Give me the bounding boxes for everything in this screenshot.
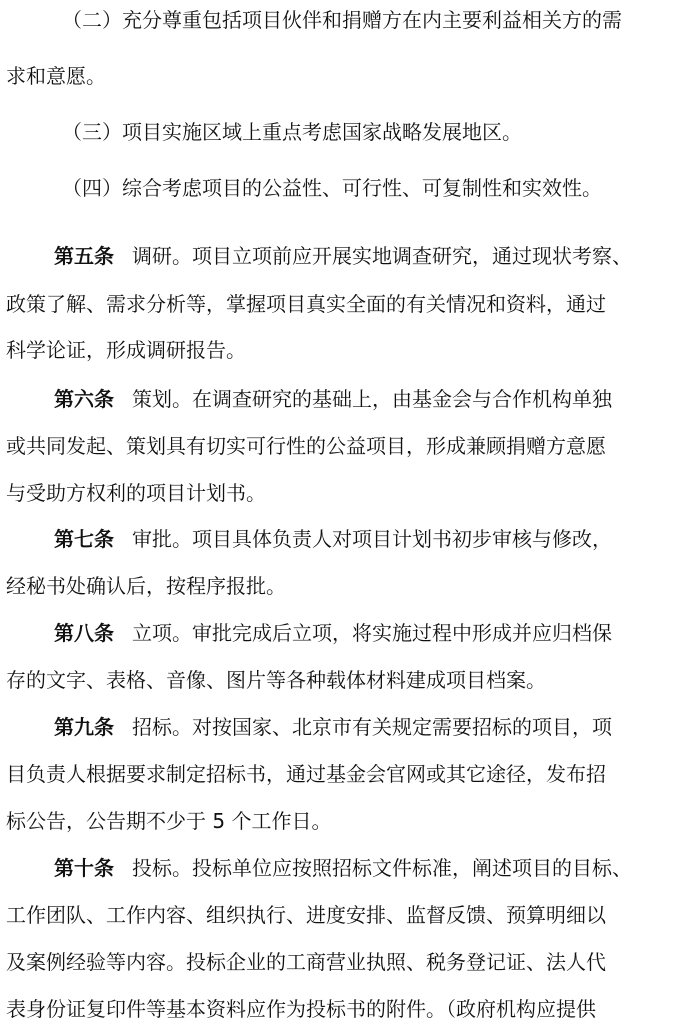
article-6-label: 第六条 — [54, 387, 114, 411]
article-10-line-3: 及案例经验等内容。投标企业的工商营业执照、税务登记证、法人代 — [6, 950, 606, 974]
article-9-line-3: 标公告，公告期不少于 5 个工作日。 — [6, 809, 332, 833]
article-10-label: 第十条 — [54, 856, 114, 880]
article-9-line-1 — [0, 711, 700, 743]
article-6-line-2: 或共同发起、策划具有切实可行性的公益项目，形成兼顾捐赠方意愿 — [6, 434, 606, 458]
article-7-label: 第七条 — [54, 527, 114, 551]
article-10-line-1 — [0, 852, 700, 884]
clause-4-line: （四）综合考虑项目的公益性、可行性、可复制性和实效性。 — [62, 176, 602, 200]
article-5-line-1 — [0, 240, 700, 272]
article-8-label: 第八条 — [54, 621, 114, 645]
article-10-text-1: 投标。投标单位应按照招标文件标准，阐述项目的目标、 — [132, 856, 632, 880]
article-9-text-1: 招标。对按国家、北京市有关规定需要招标的项目，项 — [132, 715, 612, 739]
article-7-text-1: 审批。项目具体负责人对项目计划书初步审核与修改， — [132, 527, 612, 551]
article-6-text-1: 策划。在调查研究的基础上，由基金会与合作机构单独 — [132, 387, 612, 411]
article-9-label: 第九条 — [54, 715, 114, 739]
article-8-text-1: 立项。审批完成后立项，将实施过程中形成并应归档保 — [132, 621, 612, 645]
article-8-line-1 — [0, 617, 700, 649]
article-9-line-2: 目负责人根据要求制定招标书，通过基金会官网或其它途径，发布招 — [6, 762, 606, 786]
article-5-line-3: 科学论证，形成调研报告。 — [6, 338, 246, 362]
article-7-line-2: 经秘书处确认后，按程序报批。 — [6, 574, 286, 598]
article-10-line-4: 表身份证复印件等基本资料应作为投标书的附件。（政府机构应提供 — [6, 997, 596, 1021]
article-8-line-2: 存的文字、表格、音像、图片等各种载体材料建成项目档案。 — [6, 668, 546, 692]
article-7-line-1 — [0, 523, 700, 555]
article-6-line-1 — [0, 383, 700, 415]
article-5-label: 第五条 — [54, 244, 114, 268]
clause-2-line-1: （二）充分尊重包括项目伙伴和捐赠方在内主要利益相关方的需 — [62, 8, 622, 32]
article-10-line-2: 工作团队、工作内容、组织执行、进度安排、监督反馈、预算明细以 — [6, 903, 606, 927]
clause-2-line-2: 求和意愿。 — [6, 64, 106, 88]
article-6-line-3: 与受助方权利的项目计划书。 — [6, 481, 266, 505]
article-5-text-1: 调研。项目立项前应开展实地调查研究，通过现状考察、 — [132, 244, 632, 268]
clause-3-line: （三）项目实施区域上重点考虑国家战略发展地区。 — [62, 120, 522, 144]
article-5-line-2: 政策了解、需求分析等，掌握项目真实全面的有关情况和资料，通过 — [6, 292, 606, 316]
